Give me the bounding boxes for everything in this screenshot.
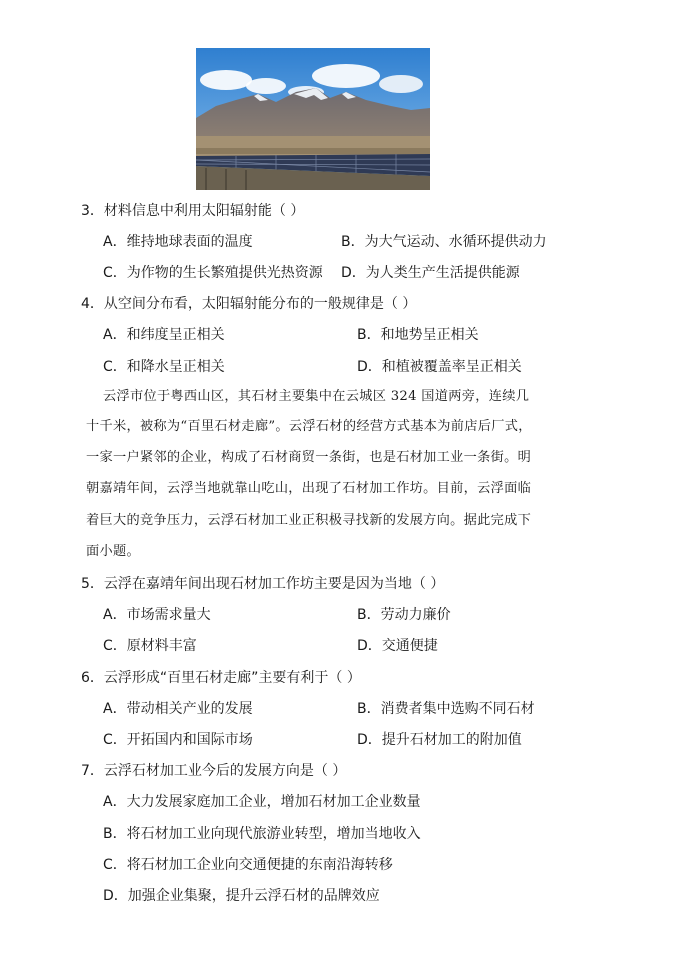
question-7-option-a: A．大力发展家庭加工企业，增加石材加工企业数量 [103, 794, 421, 810]
question-6-option-b: B．消费者集中选购不同石材 [357, 701, 535, 717]
question-7-stem: 7．云浮石材加工业今后的发展方向是（ ） [81, 763, 347, 779]
passage-line-5: 着巨大的竞争压力，云浮石材加工业正积极寻找新的发展方向。据此完成下 [86, 513, 532, 528]
question-4-option-a: A．和纬度呈正相关 [103, 327, 225, 343]
question-4-option-b: B．和地势呈正相关 [357, 327, 479, 343]
passage-line-4: 朝嘉靖年间，云浮当地就靠山吃山，出现了石材加工作坊。目前，云浮面临 [86, 481, 532, 496]
passage-line-6: 面小题。 [86, 544, 140, 559]
question-5-option-a: A．市场需求量大 [103, 607, 211, 623]
passage-line-2: 十千米，被称为“百里石材走廊”。云浮石材的经营方式基本为前店后厂式， [86, 419, 532, 434]
question-5-option-b: B．劳动力廉价 [357, 607, 451, 623]
passage-line-3: 一家一户紧邻的企业，构成了石材商贸一条街，也是石材加工业一条街。明 [86, 450, 532, 465]
question-6-stem: 6．云浮形成“百里石材走廊”主要有利于（ ） [81, 670, 361, 686]
question-6-option-d: D．提升石材加工的附加值 [357, 732, 522, 748]
mountain-solar-panels-photo [196, 48, 430, 190]
question-7-option-b: B．将石材加工业向现代旅游业转型，增加当地收入 [103, 826, 421, 842]
question-5-option-d: D．交通便捷 [357, 638, 438, 654]
question-3-option-a: A．维持地球表面的温度 [103, 234, 253, 250]
question-4-option-c: C．和降水呈正相关 [103, 359, 225, 375]
question-3-stem: 3．材料信息中利用太阳辐射能（ ） [81, 203, 305, 219]
question-7-option-c: C．将石材加工企业向交通便捷的东南沿海转移 [103, 857, 393, 873]
question-5-stem: 5．云浮在嘉靖年间出现石材加工作坊主要是因为当地（ ） [81, 576, 445, 592]
question-3-option-c: C．为作物的生长繁殖提供光热资源 [103, 265, 323, 281]
question-7-option-d: D．加强企业集聚，提升云浮石材的品牌效应 [103, 888, 380, 904]
passage-line-1: 云浮市位于粤西山区，其石材主要集中在云城区 324 国道两旁，连续几 [103, 389, 530, 404]
photo-illustration [196, 48, 430, 190]
question-4-stem: 4．从空间分布看，太阳辐射能分布的一般规律是（ ） [81, 296, 417, 312]
question-3-option-b: B．为大气运动、水循环提供动力 [341, 234, 547, 250]
question-5-option-c: C．原材料丰富 [103, 638, 197, 654]
question-3-option-d: D．为人类生产生活提供能源 [341, 265, 520, 281]
question-6-option-c: C．开拓国内和国际市场 [103, 732, 253, 748]
question-6-option-a: A．带动相关产业的发展 [103, 701, 253, 717]
question-4-option-d: D．和植被覆盖率呈正相关 [357, 359, 522, 375]
